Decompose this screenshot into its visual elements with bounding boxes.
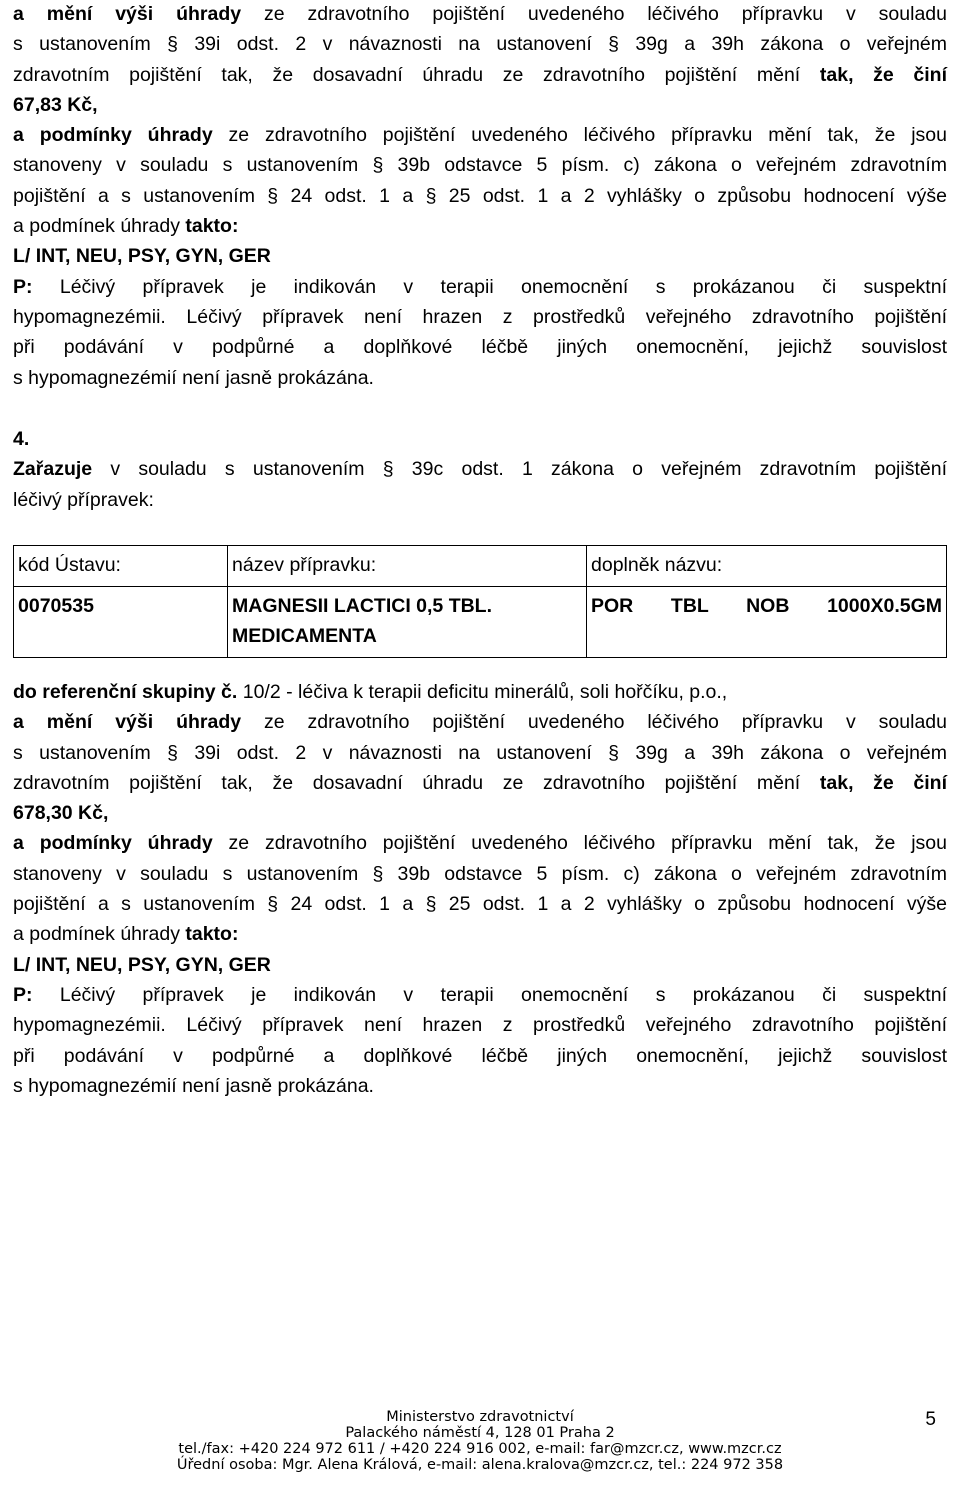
text-line bbox=[13, 454, 947, 484]
text-span: v souladu s ustanovením § 39c odst. 1 zákona o veřejném zdravotním pojištění bbox=[92, 458, 947, 481]
text-line bbox=[13, 272, 947, 302]
bold-phrase: a podmínky úhrady bbox=[13, 124, 213, 147]
text-line bbox=[13, 768, 947, 798]
reimbursement-amount bbox=[13, 90, 947, 120]
bold-phrase: 67,83 Kč, bbox=[13, 93, 98, 116]
text-span: Léčivý přípravek je indikován v terapii onemocnění s prokázanou či suspektní bbox=[32, 983, 947, 1006]
bold-phrase: P: bbox=[13, 275, 33, 298]
footer-official: Úřední osoba: Mgr. Alena Králová, e-mail: alena.kralova@mzcr.cz, tel.: 224 972 358 bbox=[176, 1457, 784, 1473]
text-line: stanoveny v souladu s ustanovením § 39b odstavce 5 písm. c) zákona o veřejném zdravotním bbox=[13, 154, 947, 177]
text-line: stanoveny v souladu s ustanovením § 39b odstavce 5 písm. c) zákona o veřejném zdravotním bbox=[13, 862, 947, 885]
bold-phrase: takto: bbox=[185, 923, 239, 946]
footer-address: Palackého náměstí 4, 128 01 Praha 2 bbox=[345, 1425, 615, 1441]
text-line: při podávání v podpůrné a doplňkové léčbě jiných onemocnění, jejichž souvislost bbox=[13, 1044, 947, 1067]
section-number bbox=[13, 424, 947, 454]
text-line: pojištění a s ustanovením § 24 odst. 1 a § 25 odst. 1 a 2 vyhlášky o způsobu hodnocení výše bbox=[13, 184, 947, 207]
text-line: s hypomagnezémií není jasně prokázána. bbox=[13, 1074, 374, 1097]
drug-table bbox=[13, 545, 947, 658]
table-row bbox=[14, 587, 947, 658]
indication-codes bbox=[13, 241, 947, 271]
bold-phrase: tak, že činí bbox=[819, 63, 947, 86]
drug-code bbox=[14, 587, 228, 658]
bold-phrase: Zařazuje bbox=[13, 458, 93, 481]
table-header-row bbox=[14, 546, 947, 587]
section-4 bbox=[13, 424, 947, 515]
text-span: a podmínek úhrady bbox=[13, 215, 186, 238]
text-line bbox=[13, 60, 947, 90]
text-line bbox=[13, 828, 947, 858]
drug-supplement bbox=[587, 587, 947, 658]
bold-phrase: takto: bbox=[185, 215, 239, 238]
text-line: léčivý přípravek: bbox=[13, 488, 154, 511]
bold-phrase: MAGNESII LACTICI 0,5 TBL. bbox=[232, 595, 493, 617]
bold-phrase: 4. bbox=[13, 428, 30, 450]
reference-group-line bbox=[13, 677, 947, 707]
text-span: ze zdravotního pojištění uvedeného léčivého přípravku v souladu bbox=[241, 711, 947, 734]
text-line: s ustanovením § 39i odst. 2 v návaznosti na ustanovení § 39g a 39h zákona o veřejném bbox=[13, 33, 947, 56]
bold-phrase: L/ INT, NEU, PSY, GYN, GER bbox=[13, 245, 271, 268]
text-span: Léčivý přípravek je indikován v terapii onemocnění s prokázanou či suspektní bbox=[32, 275, 947, 298]
page-number: 5 bbox=[925, 1409, 936, 1430]
footer-contact: tel./fax: +420 224 972 611 / +420 224 916 002, e-mail: far@mzcr.cz, www.mzcr.cz bbox=[178, 1441, 782, 1457]
text-span: ze zdravotního pojištění uvedeného léčivého přípravku mění tak, že jsou bbox=[212, 832, 947, 855]
text-span: 10/2 - léčiva k terapii deficitu minerálů, soli hořčíku, p.o., bbox=[237, 681, 728, 703]
section-4-intro bbox=[13, 454, 947, 515]
indication-codes bbox=[13, 950, 947, 980]
bold-phrase: MEDICAMENTA bbox=[232, 625, 377, 647]
footer-ministry: Ministerstvo zdravotnictví bbox=[386, 1409, 574, 1425]
text-line: s ustanovením § 39i odst. 2 v návaznosti na ustanovení § 39g a 39h zákona o veřejném bbox=[13, 741, 947, 764]
text-span: ze zdravotního pojištění uvedeného léčivého přípravku mění tak, že jsou bbox=[212, 124, 947, 147]
bold-phrase: a mění výši úhrady bbox=[13, 711, 242, 734]
drug-name bbox=[228, 587, 587, 658]
text-line bbox=[13, 980, 947, 1010]
bold-phrase: POR TBL NOB 1000X0.5GM bbox=[591, 595, 942, 617]
text-line bbox=[13, 919, 947, 949]
bold-phrase: a mění výši úhrady bbox=[13, 3, 242, 25]
reimbursement-paragraph-1 bbox=[13, 0, 947, 393]
header-code: kód Ústavu: bbox=[14, 546, 228, 587]
text-span: zdravotním pojištění tak, že dosavadní úhradu ze zdravotního pojištění mění bbox=[13, 63, 820, 86]
text-line: s hypomagnezémií není jasně prokázána. bbox=[13, 366, 374, 389]
text-line: při podávání v podpůrné a doplňkové léčbě jiných onemocnění, jejichž souvislost bbox=[13, 336, 947, 359]
text-line bbox=[13, 211, 947, 241]
header-supplement: doplněk názvu: bbox=[587, 546, 947, 587]
page-footer bbox=[0, 1409, 960, 1473]
bold-phrase: tak, že činí bbox=[819, 771, 947, 794]
text-line: hypomagnezémii. Léčivý přípravek není hrazen z prostředků veřejného zdravotního pojištění bbox=[13, 1014, 947, 1037]
header-name: název přípravku: bbox=[228, 546, 587, 587]
bold-phrase: a podmínky úhrady bbox=[13, 832, 213, 855]
bold-phrase: L/ INT, NEU, PSY, GYN, GER bbox=[13, 953, 271, 976]
text-span: a podmínek úhrady bbox=[13, 923, 186, 946]
text-line: pojištění a s ustanovením § 24 odst. 1 a § 25 odst. 1 a 2 vyhlášky o způsobu hodnocení výše bbox=[13, 893, 947, 916]
bold-phrase: P: bbox=[13, 983, 33, 1006]
bold-phrase: 0070535 bbox=[18, 595, 94, 617]
bold-phrase: do referenční skupiny č. bbox=[13, 681, 238, 703]
text-line: hypomagnezémii. Léčivý přípravek není hrazen z prostředků veřejného zdravotního pojištění bbox=[13, 305, 947, 328]
text-line bbox=[13, 0, 947, 29]
bold-phrase: 678,30 Kč, bbox=[13, 802, 109, 825]
reimbursement-paragraph-2 bbox=[13, 677, 947, 1101]
text-span: zdravotním pojištění tak, že dosavadní úhradu ze zdravotního pojištění mění bbox=[13, 771, 820, 794]
text-line bbox=[13, 707, 947, 737]
reimbursement-amount bbox=[13, 798, 947, 828]
text-line bbox=[13, 120, 947, 150]
text-span: ze zdravotního pojištění uvedeného léčivého přípravku v souladu bbox=[241, 3, 947, 25]
